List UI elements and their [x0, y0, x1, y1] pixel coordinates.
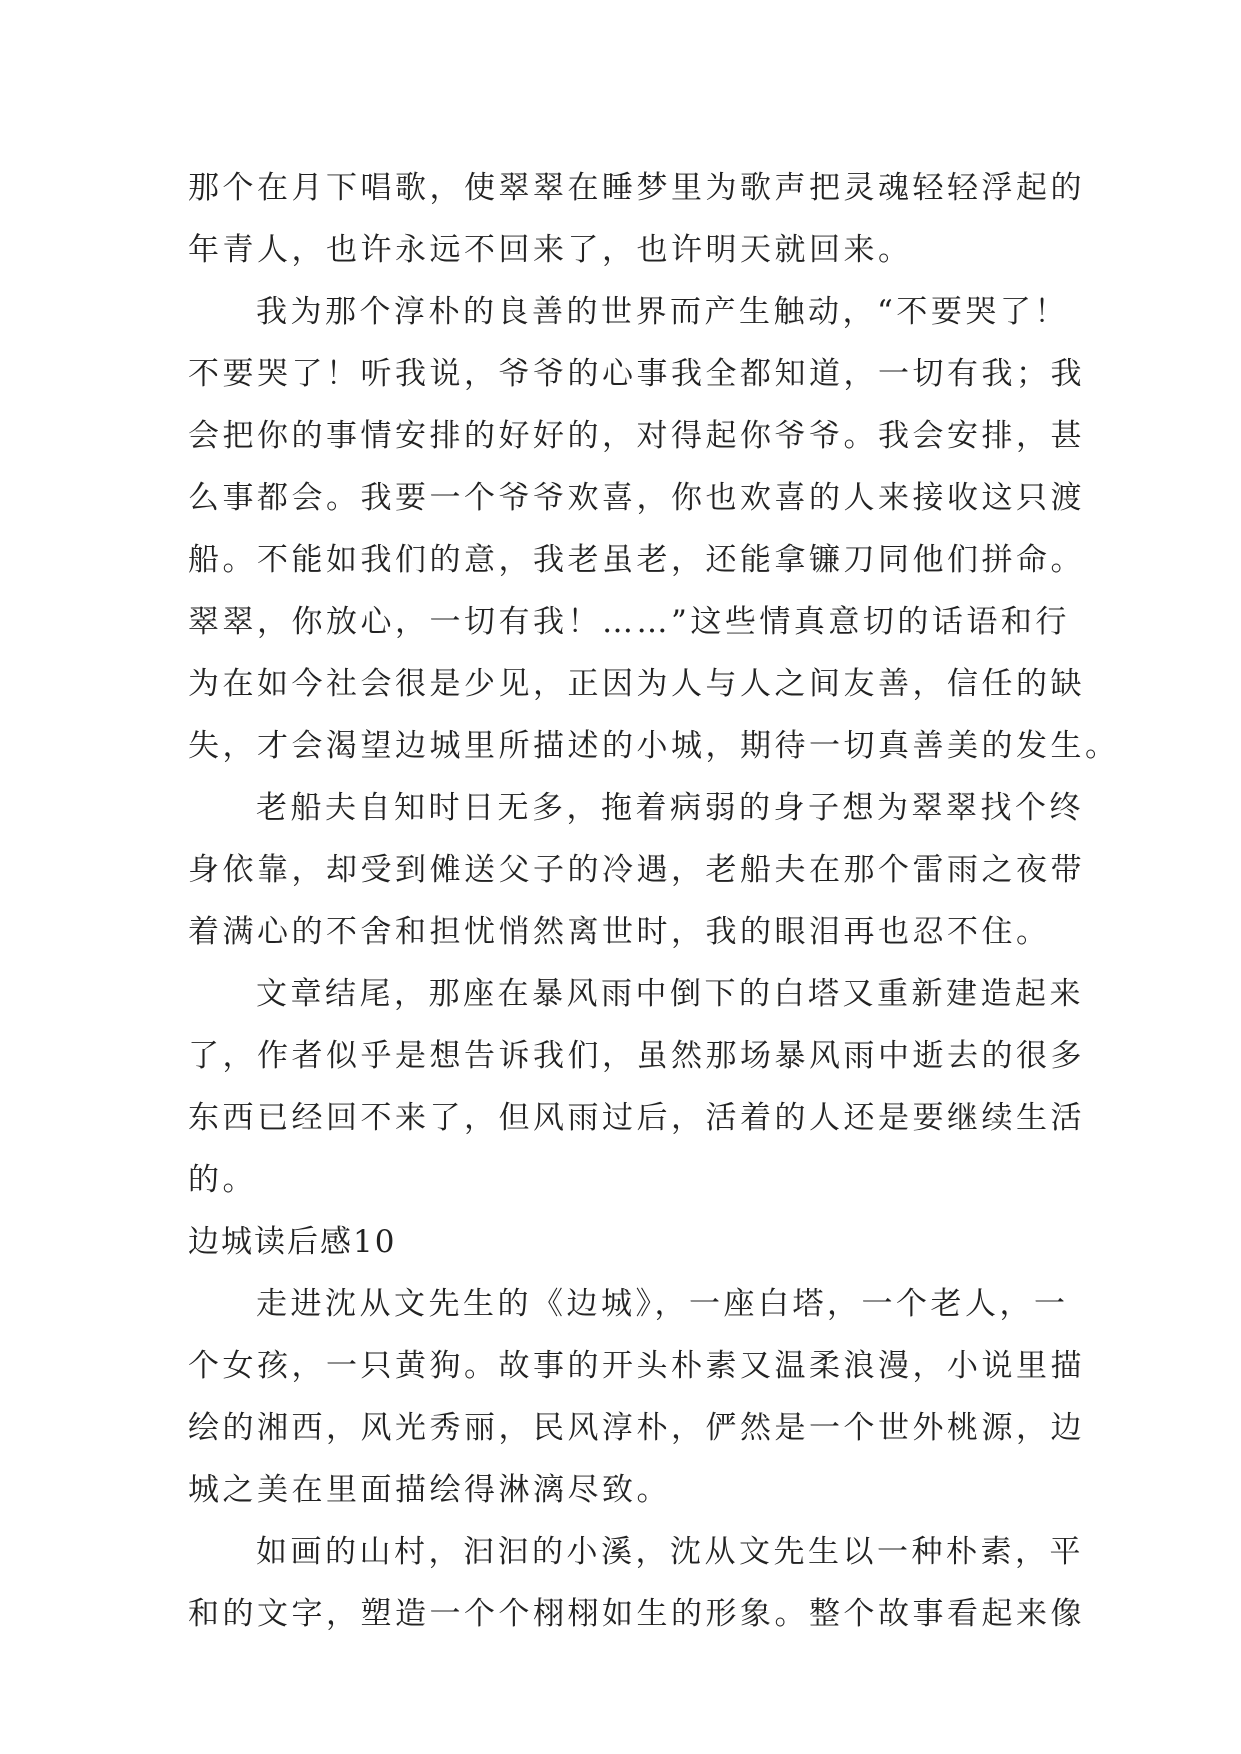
text-line: 失，才会渴望边城里所描述的小城，期待一切真善美的发生。: [188, 728, 1120, 764]
text-line: 会把你的事情安排的好好的，对得起你爷爷。我会安排，甚: [188, 418, 1085, 454]
paragraph: [188, 1273, 1085, 1521]
paragraph: [188, 157, 1085, 281]
paragraph: [188, 1521, 1085, 1645]
text-line: 的。: [188, 1162, 257, 1198]
text-line: 绘的湘西，风光秀丽，民风淳朴，俨然是一个世外桃源，边: [188, 1410, 1085, 1446]
paragraph: [188, 281, 1120, 777]
document-body: [188, 157, 1120, 1645]
text-line: 个女孩，一只黄狗。故事的开头朴素又温柔浪漫，小说里描: [188, 1348, 1085, 1384]
text-line: 走进沈从文先生的《边城》，一座白塔，一个老人，一: [256, 1286, 1069, 1322]
text-line: 我为那个淳朴的良善的世界而产生触动，“不要哭了！: [256, 294, 1069, 330]
text-line: 那个在月下唱歌，使翠翠在睡梦里为歌声把灵魂轻轻浮起的: [188, 170, 1085, 206]
text-line: 翠翠，你放心，一切有我！……”这些情真意切的话语和行: [188, 604, 1070, 640]
text-line: 如画的山村，汩汩的小溪，沈从文先生以一种朴素，平: [256, 1534, 1084, 1570]
paragraph: [188, 777, 1085, 963]
text-line: 么事都会。我要一个爷爷欢喜，你也欢喜的人来接收这只渡: [188, 480, 1085, 516]
text-line: 船。不能如我们的意，我老虽老，还能拿镰刀同他们拼命。: [188, 542, 1085, 578]
text-line: 和的文字，塑造一个个栩栩如生的形象。整个故事看起来像: [188, 1596, 1085, 1632]
text-line: 城之美在里面描绘得淋漓尽致。: [188, 1472, 671, 1508]
text-line: 身依靠，却受到傩送父子的冷遇，老船夫在那个雷雨之夜带: [188, 852, 1085, 888]
text-line: 为在如今社会很是少见，正因为人与人之间友善，信任的缺: [188, 666, 1085, 702]
text-line: 着满心的不舍和担忧悄然离世时，我的眼泪再也忍不住。: [188, 914, 1051, 950]
text-line: 了，作者似乎是想告诉我们，虽然那场暴风雨中逝去的很多: [188, 1038, 1085, 1074]
text-line: 年青人，也许永远不回来了，也许明天就回来。: [188, 232, 913, 268]
text-line: 不要哭了！听我说，爷爷的心事我全都知道，一切有我；我: [188, 356, 1085, 392]
text-line: 文章结尾，那座在暴风雨中倒下的白塔又重新建造起来: [256, 976, 1084, 1012]
paragraph: [188, 963, 1085, 1211]
text-line: 东西已经回不来了，但风雨过后，活着的人还是要继续生活: [188, 1100, 1085, 1136]
text-line: 老船夫自知时日无多，拖着病弱的身子想为翠翠找个终: [256, 790, 1084, 826]
section-heading: 边城读后感10: [188, 1224, 397, 1260]
